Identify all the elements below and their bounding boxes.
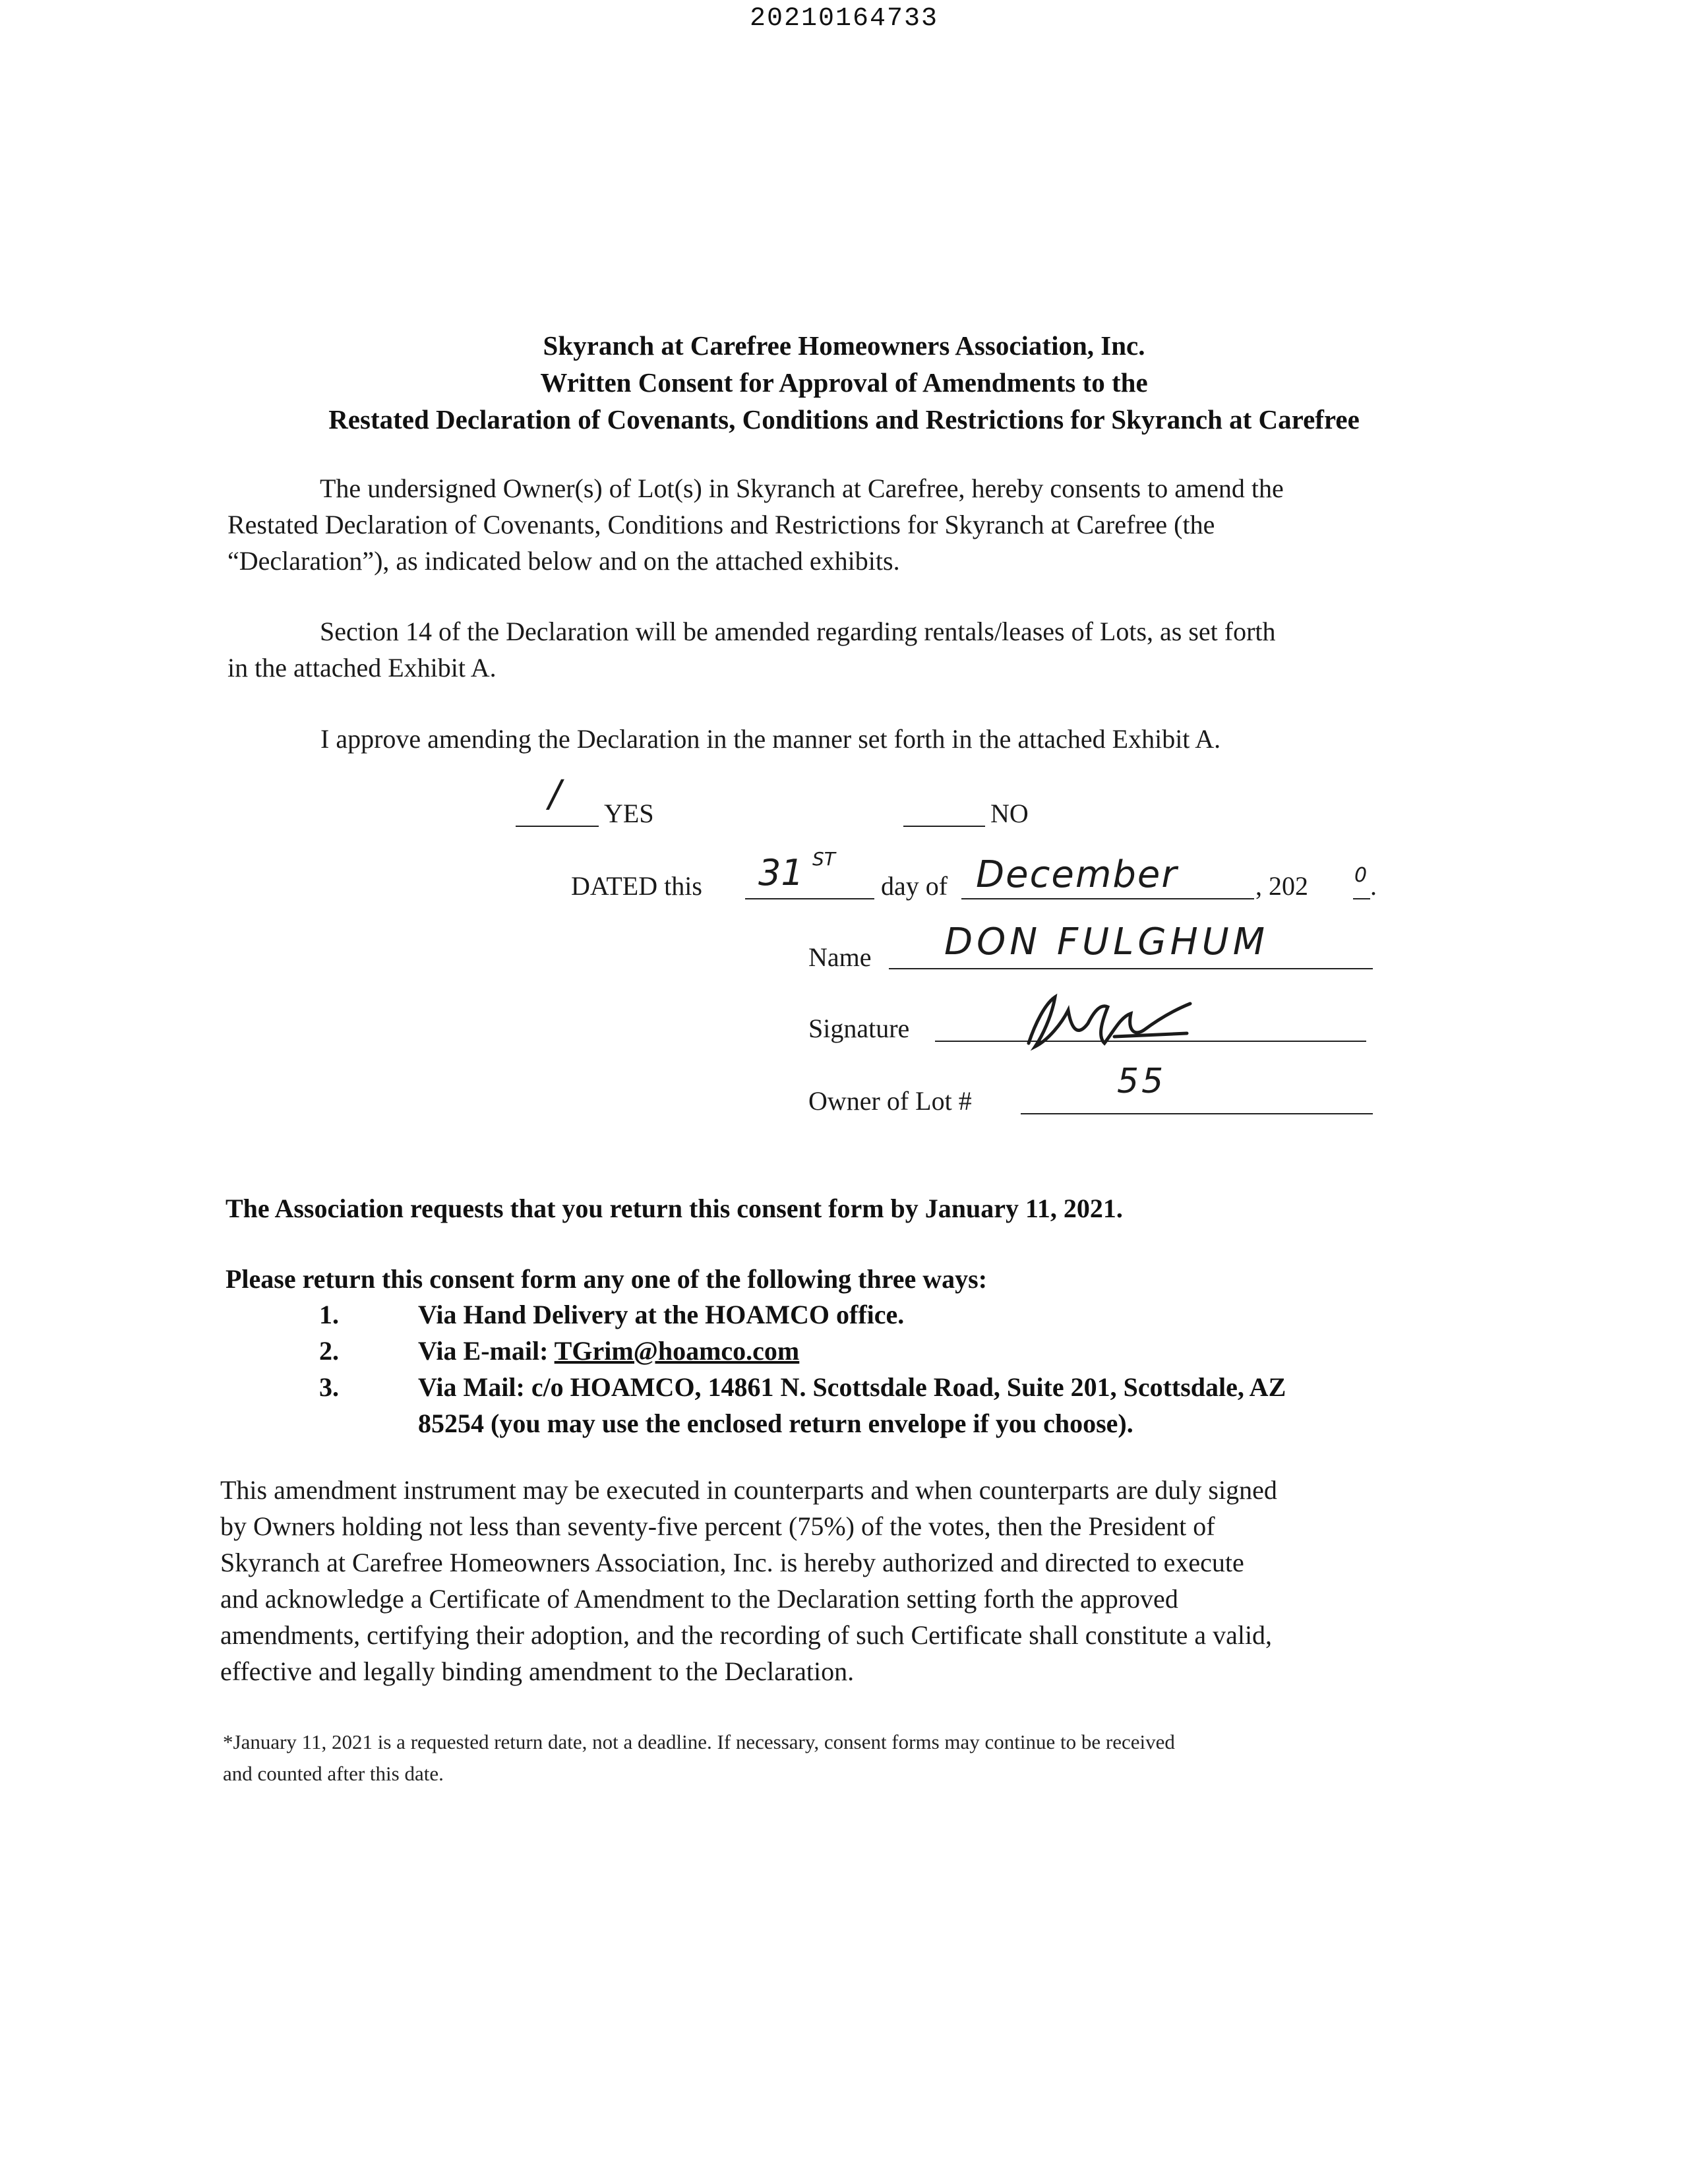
intro-line-2: Restated Declaration of Covenants, Conditions and Restrictions for Skyranch at Carefree (the	[227, 510, 1215, 539]
footnote-line-1: *January 11, 2021 is a requested return date, not a deadline. If necessary, consent forms may continue to be received	[223, 1730, 1175, 1753]
yes-line[interactable]	[516, 824, 599, 827]
counterparts-paragraph	[220, 1472, 1539, 1689]
yes-label: YES	[604, 799, 654, 828]
month-line[interactable]	[961, 897, 1254, 899]
method-1-number: 1.	[319, 1300, 339, 1329]
return-method-2	[319, 1333, 799, 1369]
hoamco-email-link[interactable]: TGrim@hoamco.com	[554, 1336, 800, 1366]
footnote-line-2: and counted after this date.	[223, 1762, 444, 1785]
footnote	[223, 1726, 1542, 1790]
no-line[interactable]	[903, 824, 985, 827]
year-suffix: .	[1370, 871, 1377, 901]
method-3-number: 3.	[319, 1372, 339, 1402]
name-line[interactable]	[889, 967, 1373, 969]
year-prefix: , 202	[1255, 871, 1308, 901]
document-number: 20210164733	[749, 4, 939, 34]
counterparts-line-4: and acknowledge a Certificate of Amendment to the Declaration setting forth the approved	[220, 1584, 1178, 1614]
day-suffix: ST	[812, 848, 835, 870]
method-3-text-line-2: 85254 (you may use the enclosed return envelope if you choose).	[418, 1409, 1133, 1438]
day-line[interactable]	[745, 897, 874, 899]
section-line-2: in the attached Exhibit A.	[227, 653, 497, 682]
return-method-1	[319, 1296, 904, 1333]
method-3-text: Via Mail: c/o HOAMCO, 14861 N. Scottsdale Road, Suite 201, Scottsdale, AZ	[418, 1372, 1286, 1402]
year-digit: 0	[1354, 864, 1368, 887]
counterparts-line-1: This amendment instrument may be executed in counterparts and when counterparts are duly signed	[220, 1475, 1277, 1505]
title-line-2: Written Consent for Approval of Amendments to the	[540, 367, 1148, 398]
counterparts-line-3: Skyranch at Carefree Homeowners Association, Inc. is hereby authorized and directed to execute	[220, 1548, 1244, 1577]
intro-line-1: The undersigned Owner(s) of Lot(s) in Skyranch at Carefree, hereby consents to amend the	[320, 473, 1284, 503]
name-value: DON FULGHUM	[944, 921, 1269, 963]
return-request: The Association requests that you return this consent form by January 11, 2021.	[226, 1194, 1123, 1223]
intro-paragraph	[227, 470, 1480, 579]
dated-label: DATED this	[571, 871, 702, 901]
counterparts-line-5: amendments, certifying their adoption, and the recording of such Certificate shall constitute a valid,	[220, 1620, 1273, 1650]
approve-statement: I approve amending the Declaration in the manner set forth in the attached Exhibit A.	[320, 724, 1221, 754]
method-1-text: Via Hand Delivery at the HOAMCO office.	[418, 1300, 905, 1329]
month-value: December	[976, 853, 1178, 896]
day-of-label: day of	[881, 871, 948, 901]
intro-line-3: “Declaration”), as indicated below and on the attached exhibits.	[227, 546, 900, 576]
lot-label: Owner of Lot #	[808, 1086, 972, 1116]
method-2-number: 2.	[319, 1336, 339, 1366]
lot-value: 55	[1117, 1062, 1166, 1101]
no-label: NO	[990, 799, 1029, 828]
name-label: Name	[808, 942, 872, 972]
section-line-1: Section 14 of the Declaration will be amended regarding rentals/leases of Lots, as set forth	[320, 617, 1276, 646]
yes-mark: /	[549, 773, 561, 816]
counterparts-line-6: effective and legally binding amendment to the Declaration.	[220, 1656, 855, 1686]
method-2-text: Via E-mail:	[418, 1336, 555, 1366]
return-method-3	[319, 1369, 1286, 1441]
form-title	[132, 327, 1556, 438]
handwritten-signature	[1015, 984, 1200, 1063]
year-line[interactable]	[1353, 897, 1370, 899]
day-value: 31	[758, 852, 804, 894]
counterparts-line-2: by Owners holding not less than seventy-five percent (75%) of the votes, then the President of	[220, 1511, 1215, 1541]
return-heading: Please return this consent form any one of the following three ways:	[226, 1264, 988, 1294]
lot-line[interactable]	[1021, 1112, 1373, 1114]
section-paragraph	[227, 613, 1480, 686]
signature-label: Signature	[808, 1014, 910, 1043]
title-line-3: Restated Declaration of Covenants, Conditions and Restrictions for Skyranch at Carefree	[328, 404, 1360, 435]
signature-drawing	[1015, 984, 1200, 1063]
title-line-1: Skyranch at Carefree Homeowners Association, Inc.	[543, 330, 1145, 361]
